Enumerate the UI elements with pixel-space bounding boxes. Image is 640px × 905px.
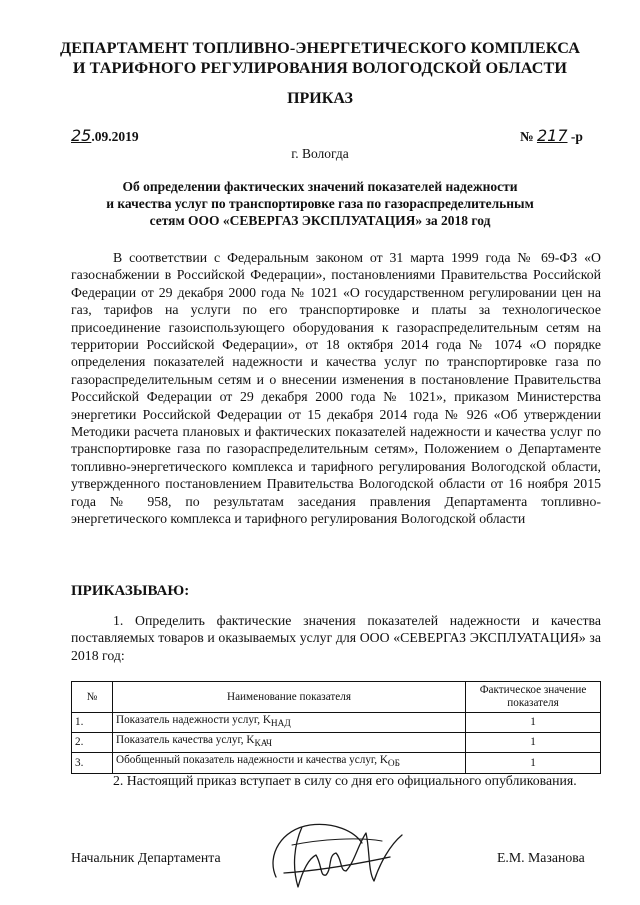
row-indicator-name [113, 713, 466, 733]
signer-name: Е.М. Мазанова [497, 850, 585, 865]
decree-heading: ПРИКАЗЫВАЮ: [71, 583, 190, 599]
row-value: 1 [466, 733, 601, 753]
number-prefix: № [520, 129, 534, 144]
table-header-name: Наименование показателя [113, 682, 466, 713]
subject-line-1: Об определении фактических значений показателей надежности [122, 179, 518, 194]
table-row [72, 733, 601, 753]
item-1-paragraph: 1. Определить фактические значения показателей надежности и качества поставляемых товаров и оказываемых услуг для ООО «СЕВЕРГАЗ ЭКСПЛУАТАЦИЯ» за 2018 год: [71, 613, 601, 663]
subject-line-3: сетям ООО «СЕВЕРГАЗ ЭКСПЛУАТАЦИЯ» за 2018 год [149, 213, 491, 228]
indicators-table [71, 681, 601, 774]
table-row [72, 713, 601, 733]
issue-city: г. Вологда [291, 146, 349, 161]
department-header [40, 38, 600, 78]
row-number: 3. [72, 753, 113, 773]
row-indicator-name [113, 733, 466, 753]
indicator-subscript: ОБ [387, 759, 401, 770]
row-number: 2. [72, 733, 113, 753]
signer-position: Начальник Департамента [71, 850, 221, 865]
indicator-text: Показатель качества услуг, K [116, 734, 255, 747]
table-row [72, 753, 601, 773]
order-date [71, 126, 139, 145]
table-header-number: № [72, 682, 113, 713]
row-value: 1 [466, 713, 601, 733]
table-header-value: Фактическое значение показателя [466, 682, 601, 713]
row-number: 1. [72, 713, 113, 733]
row-value: 1 [466, 753, 601, 773]
number-suffix: -р [570, 129, 583, 144]
number-handwritten: 217 [536, 126, 568, 145]
order-subject [60, 178, 580, 229]
preamble-paragraph: В соответствии с Федеральным законом от 31 марта 1999 года № 69-ФЗ «О газоснабжении в Российской Федерации», постановлениями Правительства Российской Федерации от 29 декабря 2000 года № 1021 «О государственном регулировании цен на газ, тарифов на услуги по его транспортировке и платы за технологическое присоединение газоиспользующего оборудования к газораспределительным сетям на территории Российской Федерации», от 18 октября 2014 года № 1074 «О порядке определения показателей надежности и качества услуг по транспортировке газа по газораспределительным сетям и о внесении изменения в постановление Правительства Российской Федерации от 29 декабря 2000 года № 1021», приказом Министерства энергетики Российской Федерации от 15 декабря 2014 года № 926 «Об утверждении Методики расчета плановых и фактических показателей надежности и качества услуг по транспортировке газа по газораспределительным сетям», Положением о Департаменте топливно-энергетического комплекса и тарифного регулирования Вологодской области, утвержденного постановлением Правительства Вологодской области от 16 ноября 2015 года № 958, по результатам заседания правления Департамента топливно-энергетического комплекса и тарифного регулирования Вологодской области [71, 250, 601, 527]
indicator-subscript: НАД [270, 719, 291, 730]
row-indicator-name [113, 753, 466, 773]
indicator-subscript: КАЧ [254, 739, 273, 750]
department-line-1: ДЕПАРТАМЕНТ ТОПЛИВНО-ЭНЕРГЕТИЧЕСКОГО КОМПЛЕКСА [59, 39, 580, 57]
department-line-2: И ТАРИФНОГО РЕГУЛИРОВАНИЯ ВОЛОГОДСКОЙ ОБЛАСТИ [72, 59, 568, 77]
subject-line-2: и качества услуг по транспортировке газа по газораспределительным [106, 196, 534, 211]
date-printed: .09.2019 [91, 129, 139, 144]
indicator-text: Показатель надежности услуг, K [116, 714, 271, 726]
table-header-row [72, 682, 601, 713]
date-handwritten: 25 [71, 126, 92, 145]
handwritten-signature [262, 815, 412, 895]
order-number [520, 126, 583, 145]
item-2-paragraph: 2. Настоящий приказ вступает в силу со дня его официального опубликования. [113, 773, 577, 788]
document-type: ПРИКАЗ [287, 90, 353, 107]
indicator-text: Обобщенный показатель надежности и качества услуг, K [116, 754, 388, 767]
